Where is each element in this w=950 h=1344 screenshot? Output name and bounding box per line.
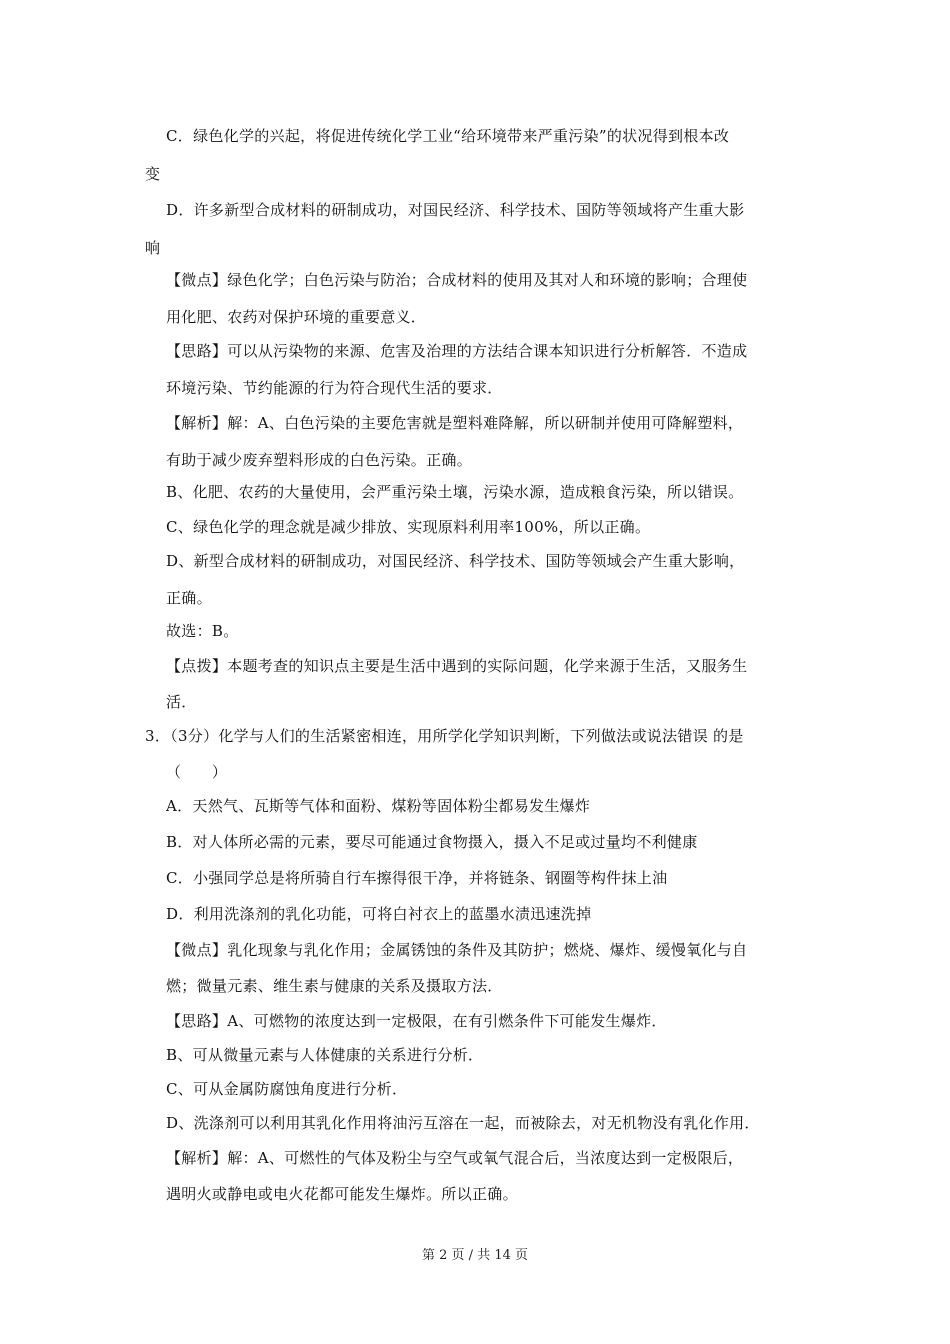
q2-knowledge-line2: 用化肥、农药对保护环境的重要意义． bbox=[166, 308, 427, 326]
q2-comment-line1: 【点拨】本题考查的知识点主要是生活中遇到的实际问题，化学来源于生活，又服务生 bbox=[166, 657, 748, 675]
q2-analysis-c: C、绿色化学的理念就是减少排放、实现原料利用率100%，所以正确。 bbox=[166, 518, 651, 536]
q2-thinking-line2: 环境污染、节约能源的行为符合现代生活的要求． bbox=[166, 379, 503, 397]
q2-comment-line2: 活． bbox=[166, 693, 197, 711]
q2-option-c-line1: C．绿色化学的兴起，将促进传统化学工业“给环境带来严重污染”的状况得到根本改 bbox=[166, 127, 730, 145]
q3-thinking-line1: 【思路】A、可燃物的浓度达到一定极限，在有引燃条件下可能发生爆炸． bbox=[166, 1012, 667, 1030]
q3-option-b: B．对人体所必需的元素，要尽可能通过食物摄入，摄入不足或过量均不利健康 bbox=[166, 833, 698, 851]
q3-stem-line1: 3．（3分）化学与人们的生活紧密相连，用所学化学知识判断，下列做法或说法错误 的是 bbox=[145, 727, 744, 745]
q3-option-d: D．利用洗涤剂的乳化功能，可将白衬衣上的蓝墨水渍迅速洗掉 bbox=[166, 905, 592, 923]
q3-knowledge-line1: 【微点】乳化现象与乳化作用；金属锈蚀的条件及其防护；燃烧、爆炸、缓慢氧化与自 bbox=[166, 941, 748, 959]
q2-analysis-d-line2: 正确。 bbox=[166, 589, 212, 607]
q2-analysis-line2: 有助于减少废弃塑料形成的白色污染。正确。 bbox=[166, 451, 473, 469]
q2-analysis-d-line1: D、新型合成材料的研制成功，对国民经济、科学技术、国防等领域会产生重大影响， bbox=[166, 552, 745, 570]
q3-analysis-line2: 遇明火或静电或电火花都可能发生爆炸。所以正确。 bbox=[166, 1185, 518, 1203]
q2-analysis-line1: 【解析】解：A、白色污染的主要危害就是塑料难降解，所以研制并使用可降解塑料， bbox=[166, 414, 744, 432]
q2-option-d-line2: 响 bbox=[145, 239, 161, 257]
q3-analysis-line1: 【解析】解：A、可燃性的气体及粉尘与空气或氧气混合后，当浓度达到一定极限后， bbox=[166, 1149, 744, 1167]
q2-knowledge-line1: 【微点】绿色化学；白色污染与防治；合成材料的使用及其对人和环境的影响；合理使 bbox=[166, 271, 748, 289]
page-number-footer: 第 2 页 / 共 14 页 bbox=[422, 1248, 528, 1263]
q2-thinking-line1: 【思路】可以从污染物的来源、危害及治理的方法结合课本知识进行分析解答．不造成 bbox=[166, 342, 748, 360]
q2-option-c-line2: 变 bbox=[145, 165, 161, 183]
q3-option-a: A．天然气、瓦斯等气体和面粉、煤粉等固体粉尘都易发生爆炸 bbox=[166, 797, 591, 815]
q2-answer: 故选：B。 bbox=[166, 622, 239, 640]
q3-stem-line2: （ ） bbox=[166, 763, 228, 781]
q3-thinking-d: D、洗涤剂可以利用其乳化作用将油污互溶在一起，而被除去，对无机物没有乳化作用． bbox=[166, 1114, 760, 1132]
q2-option-d-line1: D．许多新型合成材料的研制成功，对国民经济、科学技术、国防等领域将产生重大影 bbox=[166, 201, 745, 219]
q3-option-c: C．小强同学总是将所骑自行车擦得很干净，并将链条、钢圈等构件抹上油 bbox=[166, 869, 668, 887]
q3-thinking-b: B、可从微量元素与人体健康的关系进行分析． bbox=[166, 1046, 484, 1064]
q3-knowledge-line2: 燃；微量元素、维生素与健康的关系及摄取方法． bbox=[166, 977, 503, 995]
q3-thinking-c: C、可从金属防腐蚀角度进行分析． bbox=[166, 1080, 408, 1098]
q2-analysis-b: B、化肥、农药的大量使用，会严重污染土壤，污染水源，造成粮食污染，所以错误。 bbox=[166, 483, 744, 501]
